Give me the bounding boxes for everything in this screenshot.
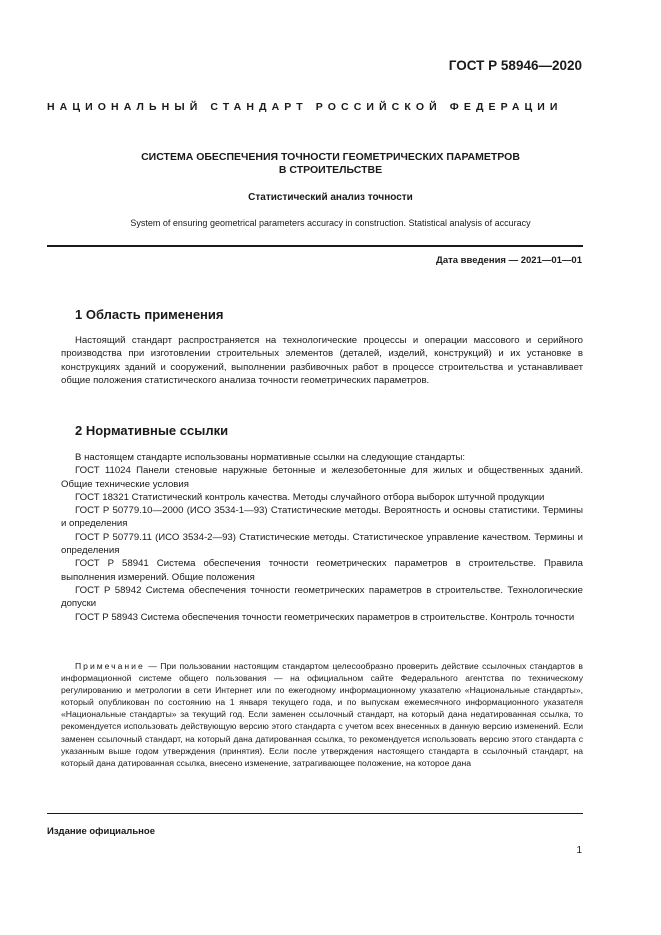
reference-item: ГОСТ Р 50779.10—2000 (ИСО 3534-1—93) Статистические методы. Вероятность и основы статистики. Термины и определения [61, 505, 583, 530]
document-subtitle: Статистический анализ точности [248, 192, 413, 203]
note [61, 660, 583, 769]
footer-divider [47, 813, 583, 814]
reference-item: ГОСТ 11024 Панели стеновые наружные бетонные и железобетонные для жилых и общественных зданий. Общие технические условия [61, 465, 583, 490]
note-text: — При пользовании настоящим стандартом целесообразно проверить действие ссылочных стандартов в информационной системе общего пользования — на официальном сайте Федерального агентства по техническому регулированию и метрологии в сети Интернет или по ежегодному информационному указателю «Национальные стандарты», который опубликован по состоянию на 1 января текущего года, и по выпускам ежемесячного информационного указателя «Национальные стандарты» за текущий год. Если заменен ссылочный стандарт, на который дана недатированная ссылка, то рекомендуется использовать действующую версию этого стандарта с учетом всех внесенных в данную версию изменений. Если заменен ссылочный стандарт, на который дана датированная ссылка, то рекомендуется использовать версию этого стандарта с указанным выше годом утверждения (принятия). Если после утверждения настоящего стандарта в ссылочный стандарт, на который дана датированная ссылка, внесено изменение, затрагивающее положение, на которое дана [61, 661, 583, 768]
reference-item: ГОСТ 18321 Статистический контроль качества. Методы случайного отбора выборок штучной продукции [75, 491, 545, 503]
document-title [47, 151, 614, 177]
title-line-1: СИСТЕМА ОБЕСПЕЧЕНИЯ ТОЧНОСТИ ГЕОМЕТРИЧЕСКИХ ПАРАМЕТРОВ [141, 151, 520, 163]
reference-item: ГОСТ Р 58942 Система обеспечения точности геометрических параметров в строительстве. Технологические допуски [61, 584, 583, 610]
section-1-body [61, 334, 583, 387]
section-1-paragraph: Настоящий стандарт распространяется на технологические процессы и операции массового и серийного производства при изготовлении строительных элементов (деталей, изделий, конструкций) и их установке в конструкциях зданий и сооружений, выполнении разбивочных работ в процессе строительства и устанавливает общие положения статистического анализа точности геометрических параметров. [61, 335, 583, 386]
introduction-date: Дата введения — 2021—01—01 [436, 255, 582, 266]
national-standard-banner: НАЦИОНАЛЬНЫЙ СТАНДАРТ РОССИЙСКОЙ ФЕДЕРАЦИИ [47, 101, 563, 113]
reference-item: ГОСТ Р 58941 Система обеспечения точности геометрических параметров в строительстве. Правила выполнения измерений. Общие положения [61, 558, 583, 583]
references-intro: В настоящем стандарте использованы нормативные ссылки на следующие стандарты: [75, 452, 466, 463]
reference-item: ГОСТ Р 58943 Система обеспечения точности геометрических параметров в строительстве. Контроль точности [75, 611, 575, 623]
header-divider [47, 245, 583, 247]
official-edition-label: Издание официальное [47, 826, 155, 837]
section-1-heading: 1 Область применения [75, 307, 224, 322]
title-line-2: В СТРОИТЕЛЬСТВЕ [278, 164, 383, 176]
reference-item: ГОСТ Р 50779.11 (ИСО 3534-2—93) Статистические методы. Статистическое управление качеством. Термины и определения [61, 531, 583, 557]
page-number: 1 [576, 845, 582, 856]
section-2-body [61, 451, 583, 624]
section-2-heading: 2 Нормативные ссылки [75, 423, 229, 438]
english-title: System of ensuring geometrical parameters accuracy in construction. Statistical analysis of accuracy [130, 218, 531, 228]
note-label: Примечание [75, 661, 145, 671]
document-code: ГОСТ Р 58946—2020 [448, 58, 582, 73]
